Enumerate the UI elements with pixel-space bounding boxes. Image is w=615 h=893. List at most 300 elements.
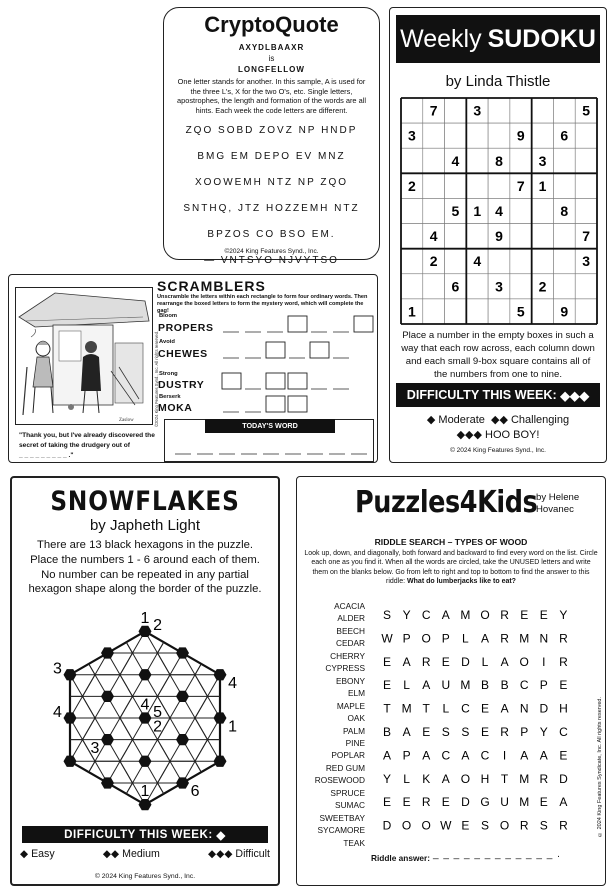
word-search-letter[interactable]: T (383, 701, 391, 716)
word-search-letter[interactable]: R (539, 771, 549, 786)
word-search-letter[interactable]: R (559, 818, 568, 833)
sudoku-cell[interactable] (510, 198, 532, 223)
triangle-edge (245, 696, 258, 718)
triangle-edge (170, 805, 183, 827)
snowflakes-levels (20, 848, 270, 860)
snowflake-given-number: 2 (153, 617, 163, 635)
todays-word-label: TODAY'S WORD (205, 419, 335, 433)
sudoku-given-digit: 4 (495, 203, 503, 219)
sudoku-given-digit: 3 (407, 127, 416, 144)
triangle-edge (158, 805, 171, 827)
triangle-edge (45, 718, 58, 740)
sudoku-given-digit: 9 (495, 228, 503, 245)
cryptoquote-panel (163, 7, 380, 267)
snowflakes-instructions: There are 13 black hexagons in the puzzle. Place the numbers 1 - 6 around each of them. No number can be repeated in any partial hexagon shape along the border of the puzzle. (28, 539, 262, 596)
snowflake-given-number: 1 (140, 609, 150, 627)
sudoku-given-digit: 1 (538, 177, 547, 194)
word-search-letter[interactable]: E (441, 654, 450, 669)
sudoku-cell[interactable] (575, 173, 597, 198)
triangle-edge (245, 675, 258, 697)
snowflakes-byline: by Japheth Light (89, 517, 201, 534)
word-search-letter[interactable]: M (519, 795, 530, 810)
word-search-letter[interactable]: C (461, 701, 470, 716)
sudoku-cell[interactable] (445, 224, 467, 249)
word-search-letter[interactable]: N (539, 631, 549, 646)
word-search-letter[interactable]: M (460, 678, 471, 693)
triangle-edge (70, 805, 83, 827)
word-list-item: SUMAC (335, 800, 365, 811)
word-search-letter[interactable]: Y (382, 771, 392, 786)
triangle-edge (258, 696, 271, 718)
sudoku-cell[interactable] (466, 274, 488, 299)
word-list-item: OAK (347, 713, 365, 724)
sudoku-cell[interactable] (553, 274, 575, 299)
word-search-letter[interactable]: E (441, 795, 450, 810)
triangle-edge (108, 805, 121, 827)
word-search-letter[interactable]: L (481, 654, 489, 669)
sudoku-cell[interactable] (553, 173, 575, 198)
snowflakes-panel (10, 476, 280, 886)
sudoku-cell[interactable] (532, 224, 554, 249)
triangle-edge (170, 610, 183, 632)
sudoku-cell[interactable] (575, 299, 597, 324)
sudoku-level-moderate: ◆ Moderate (426, 414, 485, 426)
word-search-letter[interactable]: L (462, 631, 469, 646)
sudoku-cell[interactable] (488, 173, 510, 198)
word-list-item: SWEETBAY (319, 812, 365, 823)
sudoku-grid[interactable] (401, 98, 597, 324)
word-search-letter[interactable]: O (421, 631, 431, 646)
word-search-letter[interactable]: D (461, 654, 470, 669)
sudoku-given-digit: 1 (407, 303, 416, 320)
word-search-letter[interactable]: L (403, 771, 410, 786)
word-search-letter[interactable]: T (422, 701, 430, 716)
sudoku-given-digit: 8 (560, 203, 569, 219)
sudoku-cell[interactable] (466, 224, 488, 249)
word-search-letter[interactable]: N (519, 701, 529, 716)
word-search-letter[interactable]: A (500, 701, 509, 716)
sudoku-cell[interactable] (401, 274, 423, 299)
word-search-letter[interactable]: Y (402, 608, 411, 622)
sudoku-panel (389, 7, 607, 463)
sudoku-byline: by Linda Thistle (445, 73, 551, 90)
snowflakes-title: SNOWFLAKES (50, 486, 240, 517)
scramble-boxed-slot[interactable] (288, 316, 307, 332)
word-search-letter[interactable]: O (499, 818, 510, 833)
scramble-hint: Berserk (159, 394, 181, 400)
word-search-letter[interactable]: A (480, 631, 490, 646)
sudoku-cell[interactable] (553, 224, 575, 249)
word-search-letter[interactable]: R (421, 654, 431, 669)
sudoku-cell[interactable] (401, 98, 423, 123)
sudoku-given-digit: 3 (473, 102, 482, 119)
word-list-item: ACACIA (334, 601, 365, 611)
word-search-letter[interactable]: S (480, 818, 490, 833)
word-search-letter[interactable]: S (461, 725, 470, 739)
scramblers-panel (8, 274, 378, 463)
triangle-edge (83, 631, 96, 653)
word-search-letter[interactable]: D (559, 771, 568, 786)
word-search-letter[interactable]: R (421, 795, 431, 810)
word-search-letter[interactable]: R (559, 654, 568, 669)
word-list-item: RED GUM (325, 762, 365, 773)
word-search-letter[interactable]: I (542, 654, 546, 669)
sudoku-given-digit: 5 (582, 102, 591, 119)
word-list (307, 600, 365, 849)
word-search-letter[interactable]: L (442, 701, 450, 716)
word-search-letter[interactable]: B (500, 678, 509, 693)
scramble-hint: Avoid (159, 339, 175, 345)
sudoku-cell[interactable] (553, 98, 575, 123)
sudoku-cell[interactable] (553, 148, 575, 173)
sudoku-cell[interactable] (445, 299, 467, 324)
word-search-letter[interactable]: E (402, 795, 411, 810)
sudoku-cell[interactable] (466, 299, 488, 324)
triangle-edge (258, 675, 271, 697)
scramblers-copyright: ©2024 King Features Synd., Inc. All rights reserved. (154, 330, 159, 427)
sudoku-cell[interactable] (510, 274, 532, 299)
sudoku-cell[interactable] (553, 249, 575, 274)
sudoku-cell[interactable] (532, 249, 554, 274)
word-search-letter[interactable]: S (382, 608, 392, 622)
sudoku-banner-title: SUDOKU (487, 24, 596, 53)
word-search-letter[interactable]: D (382, 818, 392, 833)
sudoku-cell[interactable] (488, 249, 510, 274)
triangle-edge (120, 805, 133, 827)
sudoku-copyright: © 2024 King Features Synd., Inc. (450, 447, 546, 454)
scramblers-title: SCRAMBLERS (157, 278, 266, 294)
sudoku-cell[interactable] (423, 198, 445, 223)
puzzles4kids-title: Puzzles4Kids (355, 485, 538, 520)
word-search-letter[interactable]: A (422, 748, 431, 763)
sudoku-given-digit: 7 (429, 102, 438, 119)
word-search-letter[interactable]: Y (559, 608, 568, 622)
scramble-boxed-slot[interactable] (266, 342, 285, 358)
sudoku-cell[interactable] (510, 249, 532, 274)
snowflakes-level-medium: ◆◆ Medium (102, 848, 160, 860)
word-search-letter[interactable]: E (559, 748, 568, 763)
triangle-edge (70, 631, 83, 653)
riddle-answer-label: Riddle answer: (371, 853, 431, 863)
word-search-letter[interactable]: R (500, 725, 509, 739)
sudoku-difficulty-bar (396, 383, 600, 407)
triangle-edge (95, 610, 108, 632)
sudoku-cell[interactable] (466, 148, 488, 173)
word-search-letter[interactable]: W (381, 631, 393, 646)
word-search-letter[interactable]: E (382, 795, 392, 810)
word-search-letter[interactable]: U (500, 795, 509, 810)
snowflake-given-number: 3 (52, 660, 62, 678)
word-search-letter[interactable]: H (480, 771, 490, 786)
sudoku-cell[interactable] (423, 148, 445, 173)
sudoku-cell[interactable] (510, 224, 532, 249)
riddle-question: What do lumberjacks like to eat? (407, 578, 516, 586)
sudoku-cell[interactable] (401, 249, 423, 274)
word-search-letter[interactable]: C (480, 748, 490, 763)
word-search-letter[interactable]: R (500, 608, 509, 622)
triangle-edge (45, 675, 58, 697)
triangle-edge (220, 805, 233, 827)
word-search-letter[interactable]: M (519, 771, 530, 786)
word-search-letter[interactable]: O (480, 608, 490, 622)
snowflake-given-number: 4 (140, 696, 150, 714)
word-search-letter[interactable]: E (382, 654, 392, 669)
word-search-letter[interactable]: O (401, 818, 412, 833)
sudoku-cell[interactable] (445, 249, 467, 274)
word-search-letter[interactable]: M (460, 608, 471, 622)
sudoku-given-digit: 6 (451, 278, 460, 295)
sudoku-given-digit: 3 (538, 152, 547, 169)
todays-word-box[interactable] (164, 419, 374, 462)
triangle-edge (95, 805, 108, 827)
snowflake-given-number: 6 (190, 783, 200, 801)
snowflake-given-number: 5 (153, 703, 163, 721)
word-search-letter[interactable]: P (402, 631, 411, 646)
word-search-letter[interactable]: D (461, 795, 470, 810)
scramble-word: DUSTRY (158, 379, 205, 391)
word-search-letter[interactable]: C (559, 725, 568, 739)
word-search-letter[interactable]: A (422, 678, 431, 693)
cryptoquote-line: BPZOS CO BSO EM. (207, 229, 336, 241)
word-search-letter[interactable]: Y (539, 725, 548, 739)
word-list-item: POPLAR (331, 750, 365, 761)
sudoku-cell[interactable] (488, 98, 510, 123)
scramble-boxed-slot[interactable] (222, 373, 241, 389)
word-search-letter[interactable]: A (520, 748, 529, 763)
snowflakes-copyright: © 2024 King Features Synd., Inc. (94, 873, 196, 880)
sudoku-cell[interactable] (423, 123, 445, 148)
word-search-letter[interactable]: P (520, 725, 529, 739)
sudoku-cell[interactable] (423, 274, 445, 299)
sudoku-cell[interactable] (532, 123, 554, 148)
word-search-letter[interactable]: E (539, 608, 548, 622)
sudoku-cell[interactable] (575, 148, 597, 173)
triangle-edge (233, 740, 246, 762)
word-search-letter[interactable]: O (460, 771, 471, 786)
word-list-item: MAPLE (336, 700, 365, 711)
word-search-letter[interactable]: A (461, 748, 470, 763)
word-search-letter[interactable]: E (461, 818, 470, 833)
triangle-edge (33, 696, 46, 718)
word-search-letter[interactable]: O (519, 654, 529, 669)
sudoku-levels (396, 413, 600, 443)
sudoku-cell[interactable] (445, 98, 467, 123)
word-search-letter[interactable]: E (559, 678, 568, 693)
triangle-edge (195, 631, 208, 653)
word-list-item: PINE (345, 737, 365, 748)
word-search-letter[interactable]: M (519, 631, 530, 646)
sudoku-given-digit: 5 (516, 303, 525, 320)
sample-code: AXYDLBAAXR (238, 43, 305, 52)
word-search-grid[interactable] (377, 603, 577, 841)
triangle-edge (258, 740, 271, 762)
riddle-answer-blanks[interactable]: _ _ _ _ _ _ _ _ _ _ _ _ . (433, 849, 561, 860)
sudoku-given-digit: 9 (560, 303, 569, 320)
scramble-word: MOKA (158, 402, 193, 414)
sudoku-given-digit: 2 (429, 253, 438, 270)
word-search-letter[interactable]: U (441, 678, 451, 693)
word-list-item: ROSEWOOD (314, 775, 365, 786)
scramble-hint: Strong (159, 371, 178, 377)
sudoku-given-digit: 3 (582, 253, 591, 270)
cryptoquote-lines (164, 124, 379, 280)
sudoku-cell[interactable] (532, 299, 554, 324)
sudoku-cell[interactable] (445, 123, 467, 148)
triangle-edge (45, 740, 58, 762)
word-search-letter[interactable]: B (382, 725, 392, 739)
scramble-boxed-slot[interactable] (288, 373, 307, 389)
word-search-letter[interactable]: P (441, 631, 450, 646)
word-search-letter[interactable]: R (559, 631, 568, 646)
word-list-item: CHERRY (330, 650, 365, 661)
cryptoquote-copyright: ©2024 King Features Synd., Inc. (224, 248, 319, 255)
triangle-edge (183, 805, 196, 827)
triangle-edge (70, 610, 83, 632)
sudoku-cell[interactable] (532, 98, 554, 123)
sudoku-given-digit: 4 (473, 253, 482, 270)
sudoku-cell[interactable] (423, 299, 445, 324)
sudoku-cell[interactable] (466, 123, 488, 148)
sudoku-cell[interactable] (401, 148, 423, 173)
word-search-letter[interactable]: R (519, 818, 529, 833)
triangle-edge (233, 653, 246, 675)
word-search-letter[interactable]: H (559, 701, 568, 716)
word-search-letter[interactable]: S (539, 818, 548, 833)
puzzles4kids-panel (296, 476, 606, 886)
sudoku-cell[interactable] (575, 198, 597, 223)
word-search-letter[interactable]: S (441, 725, 450, 739)
triangle-edge (33, 675, 46, 697)
word-search-letter[interactable]: E (480, 725, 490, 739)
sudoku-given-digit: 2 (538, 278, 547, 295)
scramble-boxed-slot[interactable] (266, 396, 285, 412)
scramblers-caption: "Thank you, but I've already discovered the secret of taking the drudgery out of _ _ _ _ _ _ _ _ _ ." (19, 432, 155, 459)
snowflakes-difficulty-bar (22, 826, 268, 843)
sudoku-cell[interactable] (510, 98, 532, 123)
sudoku-given-digit: 9 (516, 127, 525, 144)
cryptoquote-author: — VNTSYO NJVYTSO (204, 255, 339, 267)
word-list-item: EBONY (335, 675, 365, 686)
sudoku-given-digit: 6 (560, 127, 569, 144)
sudoku-given-digit: 5 (451, 203, 460, 219)
triangle-edge (183, 610, 196, 632)
word-list-item: PALM (343, 725, 365, 736)
triangle-edge (233, 761, 246, 783)
word-search-letter[interactable]: E (539, 795, 548, 810)
word-list-item: TEAK (343, 837, 365, 848)
cryptoquote-line: XOOWEMH NTZ NP ZQO (194, 177, 349, 189)
word-search-letter[interactable]: I (502, 748, 507, 763)
word-search-letter[interactable]: P (539, 678, 548, 693)
word-search-letter[interactable]: D (539, 701, 549, 716)
snowflakes-difficulty-label: DIFFICULTY THIS WEEK: (64, 828, 213, 841)
triangle-edge (245, 718, 258, 740)
word-search-letter[interactable]: E (520, 608, 529, 622)
word-search-letter[interactable]: B (480, 678, 490, 693)
scramble-boxed-slot[interactable] (310, 342, 329, 358)
triangle-edge (245, 740, 258, 762)
sudoku-given-digit: 7 (582, 228, 591, 245)
sudoku-cell[interactable] (445, 173, 467, 198)
scramble-word: PROPERS (158, 322, 214, 334)
sudoku-given-digit: 4 (451, 152, 460, 169)
triangle-edge (220, 783, 233, 805)
word-search-letter[interactable]: A (441, 771, 450, 786)
word-search-letter[interactable]: T (500, 771, 509, 786)
sample-answer: LONGFELLOW (238, 65, 305, 74)
snowflakes-puzzle-grid[interactable] (20, 609, 270, 821)
sudoku-given-digit: 8 (495, 152, 503, 169)
triangle-edge (83, 783, 96, 805)
word-search-letter[interactable]: L (403, 678, 410, 693)
word-search-letter[interactable]: W (440, 818, 452, 833)
scramble-word: CHEWES (158, 348, 208, 360)
sudoku-given-digit: 2 (407, 177, 416, 194)
word-search-letter[interactable]: P (402, 748, 411, 763)
sudoku-cell[interactable] (575, 274, 597, 299)
sudoku-cell[interactable] (466, 173, 488, 198)
word-search-letter[interactable]: R (500, 631, 509, 646)
snowflakes-difficulty-marks: ◆ (216, 828, 226, 842)
word-list-item: BEECH (336, 625, 365, 636)
scramble-boxed-slot[interactable] (288, 396, 307, 412)
triangle-edge (58, 610, 71, 632)
sudoku-cell[interactable] (488, 123, 510, 148)
word-search-letter[interactable]: M (401, 701, 412, 716)
sample-is: is (268, 54, 275, 63)
word-search-letter[interactable]: A (539, 748, 548, 763)
sudoku-level-hooboy: ◆◆◆ HOO BOY! (456, 429, 540, 441)
word-search-letter[interactable]: A (441, 608, 450, 622)
sudoku-cell[interactable] (510, 148, 532, 173)
word-search-letter[interactable]: A (500, 654, 509, 669)
cryptoquote-line: SNTHQ, JTZ HOZZEMH NTZ (183, 203, 360, 215)
sudoku-cell[interactable] (532, 198, 554, 223)
word-search-letter[interactable]: E (382, 678, 392, 693)
snowflake-given-number: 4 (228, 674, 238, 692)
sudoku-cell[interactable] (423, 173, 445, 198)
word-search-letter[interactable]: A (402, 725, 411, 739)
sudoku-given-digit: 3 (495, 278, 503, 295)
word-search-letter[interactable]: E (422, 725, 431, 739)
cryptoquote-title: CryptoQuote (204, 12, 339, 37)
triangle-edge (208, 631, 221, 653)
word-search-letter[interactable]: K (422, 771, 431, 786)
triangle-edge (58, 783, 71, 805)
sudoku-cell[interactable] (488, 299, 510, 324)
scramble-boxed-slot[interactable] (266, 373, 285, 389)
word-search-letter[interactable]: A (382, 748, 392, 763)
word-search-letter[interactable]: C (519, 678, 529, 693)
word-list-item: ALDER (337, 613, 365, 624)
triangle-edge (70, 783, 83, 805)
word-search-letter[interactable]: C (421, 608, 431, 622)
sudoku-difficulty-marks: ◆◆◆ (560, 388, 590, 403)
word-search-letter[interactable]: A (402, 654, 411, 669)
word-search-letter[interactable]: A (559, 795, 568, 810)
word-search-letter[interactable]: E (480, 701, 490, 716)
scramblers-subtitle: Unscramble the letters within each rectangle to form four ordinary words. Then rearrange the boxed letters to form the mystery word, which will complete the gag! (157, 294, 368, 314)
sudoku-cell[interactable] (401, 198, 423, 223)
word-search-letter[interactable]: O (421, 818, 431, 833)
word-search-letter[interactable]: G (480, 795, 490, 810)
triangle-edge (58, 631, 71, 653)
sudoku-cell[interactable] (401, 224, 423, 249)
scramble-boxed-slot[interactable] (354, 316, 373, 332)
sudoku-cell[interactable] (575, 123, 597, 148)
sudoku-given-digit: 1 (473, 203, 482, 219)
word-search-letter[interactable]: C (441, 748, 451, 763)
